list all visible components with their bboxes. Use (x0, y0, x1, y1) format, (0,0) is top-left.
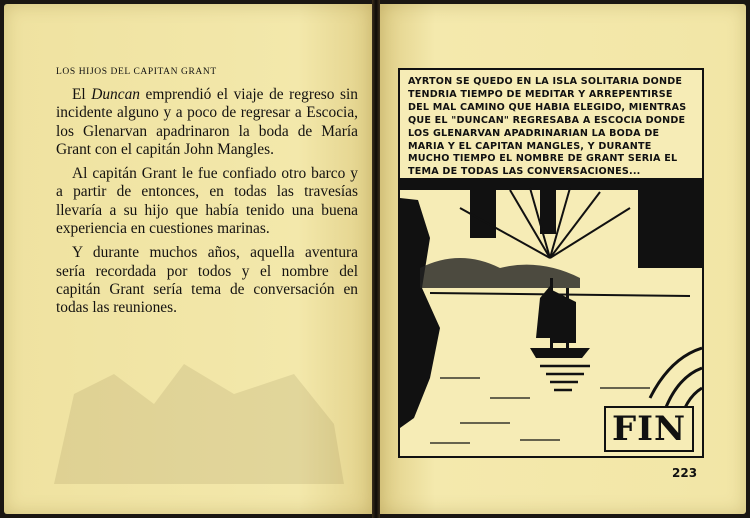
left-page (4, 4, 372, 514)
paragraph-1-rest: emprendió el viaje de regreso sin incidente alguno y a poco de regresar a Escocia, los Glenarvan apadrinaron la boda de María Grant con el capitán John Mangles. (56, 86, 358, 158)
comic-panel (398, 68, 704, 458)
fin-label: FIN (604, 406, 694, 452)
paragraph-2: Al capitán Grant le fue confiado otro barco y a partir de entonces, en todas las travesías llevaría a su hijo que había tenido una buena experiencia en cuestiones marinas. (56, 165, 358, 238)
body-text (56, 86, 358, 324)
paragraph-3: Y durante muchos años, aquella aventura sería recordada por todos y el nombre del capitán Grant sería tema de conversación en todas las reuniones. (56, 244, 358, 317)
paragraph-1-start: El (72, 86, 92, 103)
ship-name: Duncan (91, 86, 140, 103)
running-head: LOS HIJOS DEL CAPITAN GRANT (56, 67, 217, 77)
bleed-through-illustration (34, 334, 364, 494)
paragraph-1 (56, 86, 358, 159)
panel-caption: AYRTON SE QUEDO EN LA ISLA SOLITARIA DONDE TENDRIA TIEMPO DE MEDITAR Y ARREPENTIRSE DEL MAL CAMINO QUE HABIA ELEGIDO, MIENTRAS QUE EL "DUNCAN" REGRESABA A ESCOCIA DONDE LOS GLENARVAN APADRINARIAN LA BODA DE MARIA Y EL CAPITAN MANGLES, Y DURANTE MUCHO TIEMPO EL NOMBRE DE GRANT SERIA EL TEMA DE TODAS LAS CONVERSACIONES... (408, 76, 687, 178)
page-number: 223 (672, 466, 698, 480)
book-gutter (372, 0, 380, 518)
